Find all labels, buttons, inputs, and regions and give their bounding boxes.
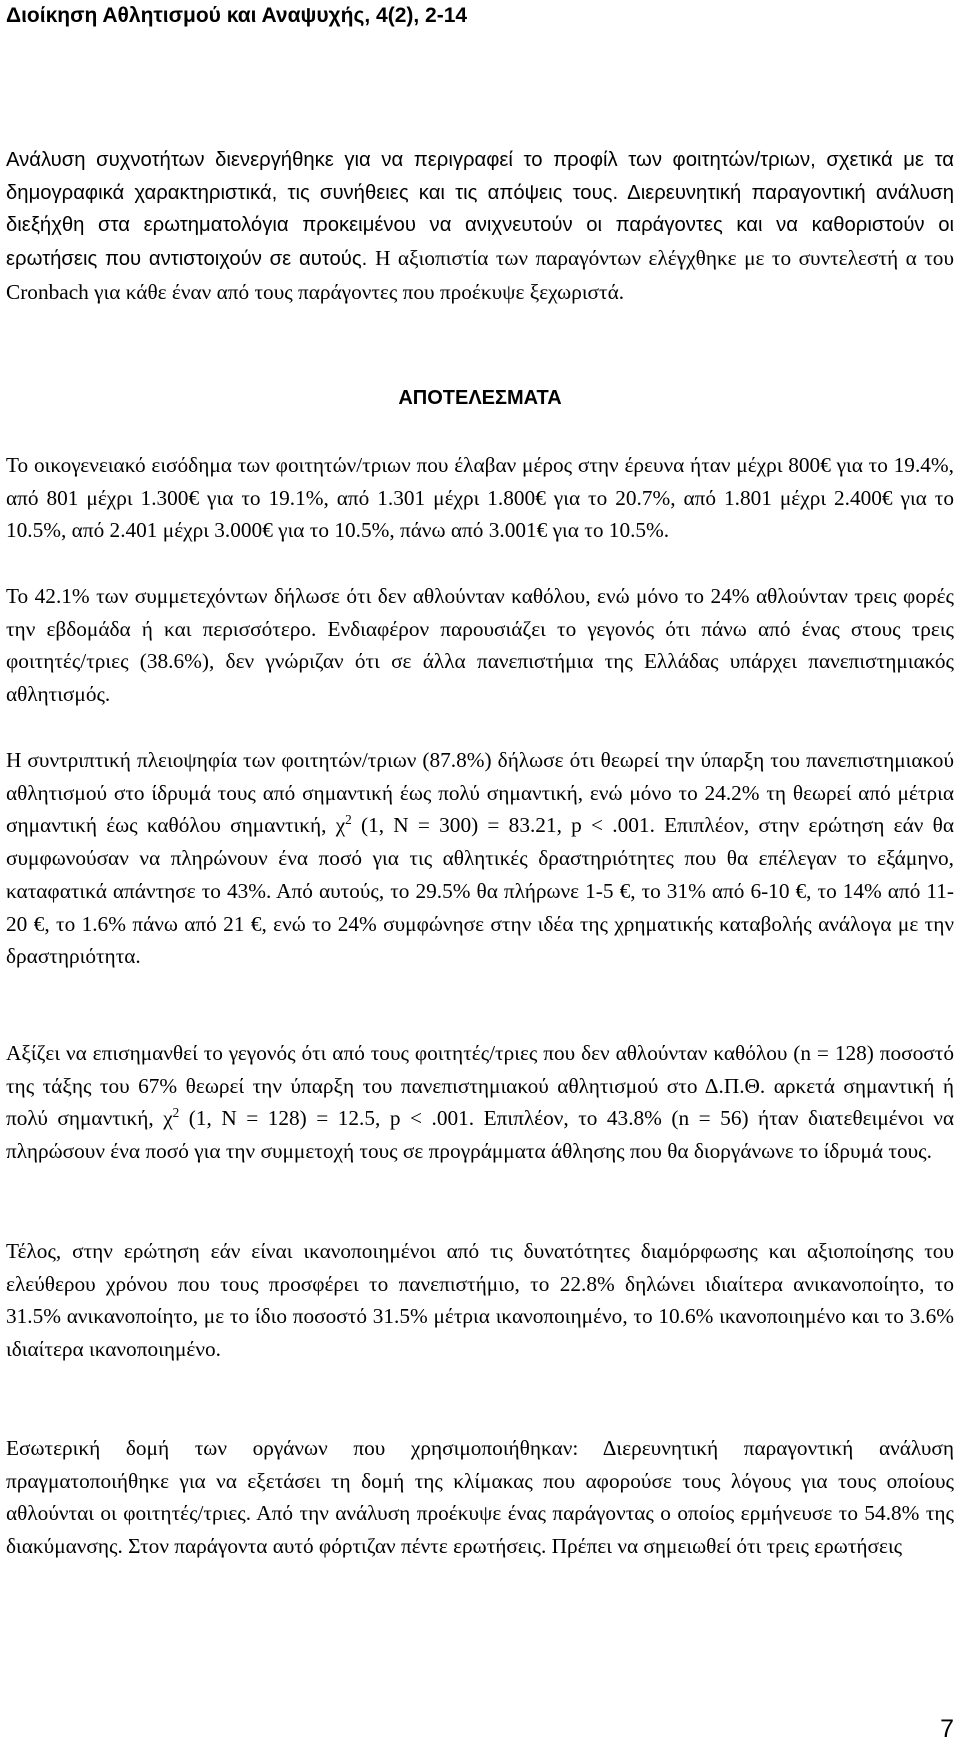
chi-square-superscript: 2 xyxy=(345,812,352,828)
paragraph-sport-participation: Το 42.1% των συμμετεχόντων δήλωσε ότι δεν αθλούνταν καθόλου, ενώ μόνο το 24% αθλούνταν τρεις φορές την εβδομάδα ή και περισσότερο. Ενδιαφέρον παρουσιάζει το γεγονός ότι πάνω από ένας στους τρεις φοιτητές/τριες (38.6%), δεν γνώριζαν ότι σε άλλα πανεπιστήμια της Ελλάδας υπάρχει πανεπιστημιακός αθλητισμός. xyxy=(6,584,954,707)
chi-square-superscript-2: 2 xyxy=(172,1105,180,1121)
running-header-journal-title: Διοίκηση Αθλητισμού και Αναψυχής, 4(2), 2-14 xyxy=(6,4,468,27)
paragraph-importance-text-a: Η συντριπτική πλειοψηφία των φοιτητών/τριων (87.8%) δήλωσε ότι θεωρεί την ύπαρξη του πανεπιστημιακού αθλητισμού στο ίδρυμά τους από σημαντική έως πολύ σημαντική, ενώ μόνο το 24.2% τη θεωρεί από μέτρια σημαντική έως καθόλου σημαντική, χ xyxy=(6,748,954,838)
paragraph-non-athletes xyxy=(6,1037,954,1168)
paragraph-non-athletes-text-b: (1, N = 128) = 12.5, p < .001. Επιπλέον, το 43.8% (n = 56) ήταν διατεθειμένοι να πληρώσουν ένα ποσό για την συμμετοχή τους σε προγράμματα άθλησης που θα διοργάνωνε το ίδρυμά τους. xyxy=(6,1106,954,1164)
paragraph-methods-analysis xyxy=(6,144,954,310)
paragraph-methods-reliability-text: Η αξιοπιστία των παραγόντων ελέγχθηκε με το συντελεστή α του Cronbach για κάθε έναν από τους παράγοντες που προέκυψε ξεχωριστά. xyxy=(6,246,954,304)
paragraph-non-athletes-text-a: Αξίζει να επισημανθεί το γεγονός ότι από τους φοιτητές/τριες που δεν αθλούνταν καθόλου (n = 128) ποσοστό της τάξης του 67% θεωρεί την ύπαρξη του πανεπιστημιακού αθλητισμού στο Δ.Π.Θ. αρκετά σημαντική ή πολύ σημαντική, χ xyxy=(6,1041,954,1131)
paragraph-methods-analysis-text: Ανάλυση συχνοτήτων διενεργήθηκε για να περιγραφεί το προφίλ των φοιτητών/τριων, σχετικά με τα δημογραφικά χαρακτηριστικά, τις συνήθειες και τις απόψεις τους. Διερευνητική παραγοντική ανάλυση διεξήχθη στα ερωτηματολόγια προκειμένου να ανιχνευτούν οι παράγοντες και να καθοριστούν οι ερωτήσεις που αντιστοιχούν σε αυτούς. xyxy=(6,149,954,271)
paragraph-internal-structure: Εσωτερική δομή των οργάνων που χρησιμοποιήθηκαν: Διερευνητική παραγοντική ανάλυση πραγματοποιήθηκε για να εξετάσει τη δομή της κλίμακας που αφορούσε τους λόγους για τους οποίους αθλούνται οι φοιτητές/τριες. Από την ανάλυση προέκυψε ένας παράγοντας ο οποίος ερμήνευσε το 54.8% της διακύμανσης. Στον παράγοντα αυτό φόρτιζαν πέντε ερωτήσεις. Πρέπει να σημειωθεί ότι τρεις ερωτήσεις xyxy=(6,1436,954,1559)
section-heading-results: ΑΠΟΤΕΛΕΣΜΑΤΑ xyxy=(398,387,562,409)
paragraph-leisure-satisfaction: Τέλος, στην ερώτηση εάν είναι ικανοποιημένοι από τις δυνατότητες διαμόρφωσης και αξιοποίησης του ελεύθερου χρόνου που τους προσφέρει το πανεπιστήμιο, το 22.8% δηλώνει ιδιαίτερα ανικανοποίητο, το 31.5% ανικανοποίητο, με το ίδιο ποσοστό 31.5% μέτρια ικανοποιημένο, το 10.6% ικανοποιημένο και το 3.6% ιδιαίτερα ικανοποιημένο. xyxy=(6,1239,954,1362)
paragraph-importance-text-b: (1, N = 300) = 83.21, p < .001. Επιπλέον, στην ερώτηση εάν θα συμφωνούσαν να πληρώνουν ένα ποσό για τις αθλητικές δραστηριότητες που θα επέλεγαν το εξάμηνο, καταφατικά απάντησε το 43%. Από αυτούς, το 29.5% θα πλήρωνε 1-5 €, το 31% από 6-10 €, το 14% από 11-20 €, το 1.6% πάνω από 21 €, ενώ το 24% συμφώνησε στην ιδέα της χρηματικής καταβολής ανάλογα με την δραστηριότητα. xyxy=(6,813,954,969)
paragraph-family-income: Το οικογενειακό εισόδημα των φοιτητών/τριων που έλαβαν μέρος στην έρευνα ήταν μέχρι 800€ για το 19.4%, από 801 μέχρι 1.300€ για το 19.1%, από 1.301 μέχρι 1.800€ για το 20.7%, από 1.801 μέχρι 2.400€ για το 10.5%, από 2.401 μέχρι 3.000€ για το 10.5%, πάνω από 3.001€ για το 10.5%. xyxy=(6,453,954,543)
page-number: 7 xyxy=(940,1715,954,1743)
paragraph-importance-university-sport xyxy=(6,744,954,973)
